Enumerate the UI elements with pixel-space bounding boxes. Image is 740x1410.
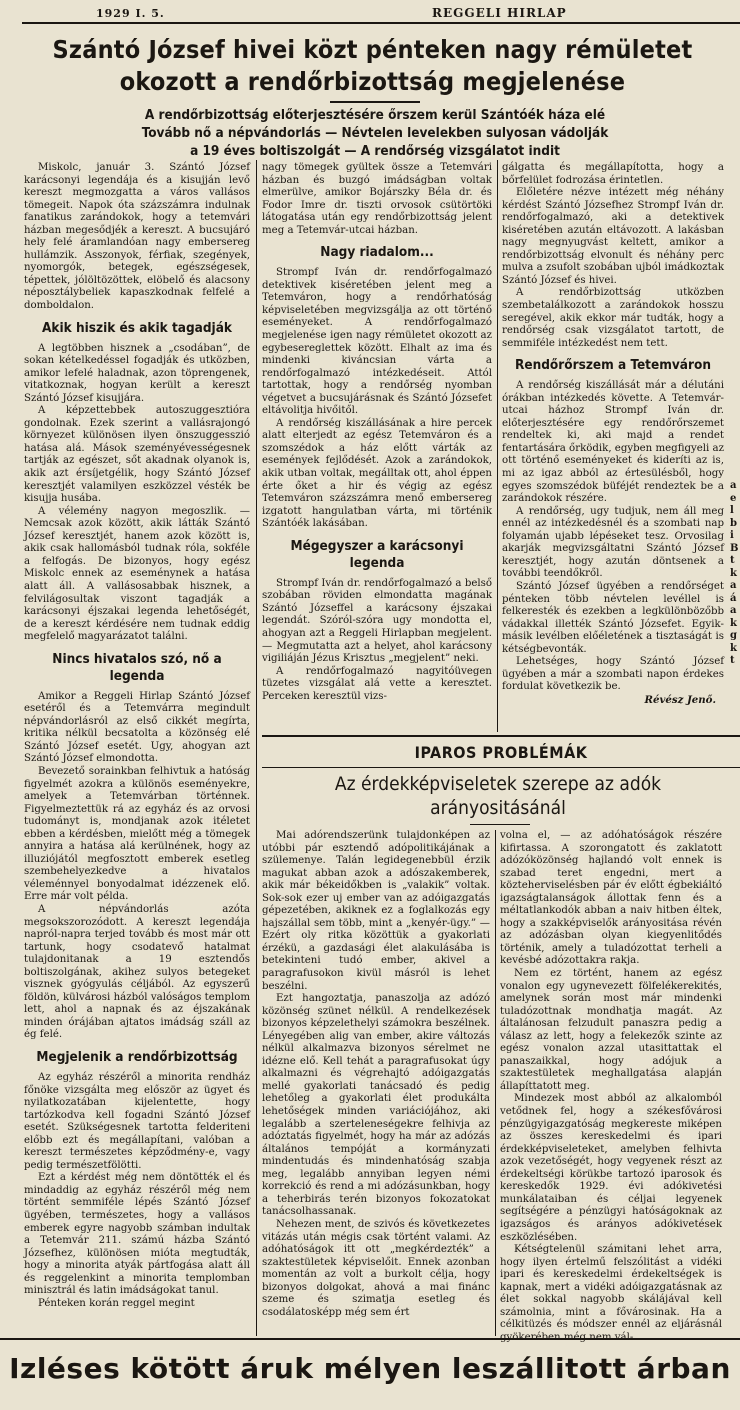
paragraph: Miskolc, január 3. Szántó József karácsonyi legendája és a kisujján levő kereszt megmozgatta a város vallásos tömegeit. Napok óta százszámra indulnak fanatikus zarándokok, hogy a tetemvári házban megesődjék a kereszt. A bucsujáró hely felé áramlandóan nagy embersereg hullámzik. Asszonyok, férfiak, szegények, nyomorgók, betegek, egészségesek, tépettek, jólöltözöttek, elöbelő és alacsony néposztálybeliek kapaszkodnak felfelé a domboldalon. — [24, 162, 250, 312]
edge-fragment: i — [730, 530, 734, 541]
paragraph: A rendőrség kiszállását már a délutáni órákban intézkedés követte. A Tetemvár-utcai házhoz Strompf Iván dr. előterjesztésére egy rendőrőrszemet rendeltek ki, aki majd a rendet fentartására őrködik, egyben megfigyeli az ott történő eseményeket és kideríti az is, mi az igaz abból az értesülésből, hogy egyes szomszédok büféjét rendeztek be a zarándokok részére. — [502, 380, 724, 505]
paragraph: gálgatta és megállapította, hogy a bőrfelület fodrozása érintetlen. — [502, 162, 724, 186]
edge-fragment: g — [730, 630, 737, 641]
column-3 — [502, 162, 724, 734]
header-rule — [22, 22, 740, 24]
edge-fragment: a — [730, 580, 737, 591]
column-5 — [500, 830, 722, 1336]
section-subheading: Mégegyszer a karácsonyi legenda — [290, 537, 464, 571]
paragraph: A rendőrség kiszállásának a hire percek alatt elterjedt az egész Tetemváron és a szomszédok a ház előtt várták az események fejlődését. Azok a zarándokok, akik utban voltak, megálltak ott, ahol éppen érte őket a hir és végig az egész Tetemváron százszámra menő embersereg izgatott hangulatban várta, mi történik Szántóék lakásában. — [262, 417, 492, 530]
edge-fragment: t — [730, 555, 735, 566]
author-signature: Révész Jenő. — [644, 693, 716, 706]
issue-date: 1929 I. 5. — [96, 7, 165, 20]
banner-rule-top — [262, 735, 740, 737]
main-headline: Szántó József hivei közt pénteken nagy rémületet okozott a rendőrbizottság megjelenése — [52, 35, 693, 96]
section-subheading: Rendőrőrszem a Tetemváron — [515, 357, 711, 374]
adjacent-page-edge — [730, 480, 740, 730]
paragraph: A vélemény nagyon megoszlik. — Nemcsak azok között, akik látták Szántó József keresztjét, hanem azok között is, akik csak hallomásból tudnak róla, sokféle a felfogás. De bizonyos, hogy egész Miskolc ennek az eseménynek a hatása alatt áll. A vallásosabbak hisznek, a felvilágosultak viszont tagadják a karácsonyi éjszakai legenda lehetőségét, de a kereszt kérdésére nem tudnak eddig megfelelő magyarázatot találni. — [24, 505, 250, 643]
subheadline-1: A rendőrbizottság előterjesztésére őrszem kerül Szántóék háza elé — [144, 107, 606, 123]
section-banner: IPAROS PROBLÉMÁK — [414, 743, 588, 762]
section-subheading: Nincs hivatalos szó, nő a legenda — [52, 650, 222, 684]
column-1 — [24, 162, 250, 1334]
paragraph: volna el, — az adóhatóságok részére kifirtassa. A szorongatott és zaklatott adózóközönség hajlandó volt ennek is szabad teret engedni, mert a közteherviselésben pár év előtt égbekiáltó igazságtalanságok állottak fenn és a méltatlankodók abban a naiv hitben éltek, hogy a szakképviselők arányositása révén az adózásban olyan kiegyenlitődés történik, amely a tuladózottat terheli a kevésbé adózottakra rakja. — [500, 830, 722, 967]
paragraph: Strompf Iván dr. rendőrfogalmazó a belső szobában röviden elmondatta magának Szántó Józseffel a karácsony éjszakai legendát. Szóról-szóra ugy mondotta el, ahogyan azt a Reggeli Hirlapban megjelent. — Megmutatta azt a helyet, ahol karácsony vigiliáján Jézus Krisztus „megjelent” neki. — [262, 577, 492, 665]
column-rule-2 — [497, 160, 498, 732]
column-4 — [262, 830, 490, 1336]
column-rule-4 — [495, 830, 496, 1336]
paragraph: A rendőrség, ugy tudjuk, nem áll meg ennél az intézkedésnél és a szombati nap folyamán ujabb lépéseket tesz. Orvosilag akarják megvizsgáltatni Szántó József keresztjét, hogy azután döntsenek a további teendőkről. — [502, 505, 724, 580]
paragraph: A népvándorlás azóta megsokszorozódott. A kereszt legendája napról-napra terjed tovább és most már ott tartunk, hogy csodatevő hatalmat tulajdonitanak a 19 esztendős boltiszolgának, akihez sulyos betegeket visznek gyógyulás céljából. Az egyszerű földön, külvárosi házból valóságos templom lett, ahol a napnak és az éjszakának minden órájában ajtatos imádság száll az ég felé. — [24, 903, 250, 1041]
paragraph: Kétségtelenül számitani lehet arra, hogy ilyen értelmű felszólitást a vidéki ipari és kereskedelmi érdekeltségek is kapnak, mert a vidéki adóigazgatásnak az élet sokkal nagyobb skálájával kell számolnia, mint a fővárosinak. Ha a célkitüzés és módszer ennél az eljárásnál — [500, 1244, 722, 1331]
section-subheading: Megjelenik a rendőrbizottság — [36, 1049, 238, 1065]
edge-fragment: k — [730, 567, 737, 579]
edge-fragment: k — [730, 617, 737, 629]
edge-fragment: á — [730, 592, 737, 604]
edge-fragment: B — [730, 542, 739, 554]
advertisement-banner: Izléses kötött áruk mélyen leszállitott árban — [9, 1352, 731, 1385]
paragraph: A képzettebbek autoszuggesztióra gondolnak. Ezek szerint a vallásrajongó környezet különösen ilyen önszuggesszió hatása alá. Mások szeményévességesnek tartják az egészet, sőt akadnak olyanok is, akik azt érsíjetgélik, hogy Szántó József keresztjét valamilyen eszközzel vésték be kisujja husába. — [24, 405, 250, 505]
paragraph: Nem ez történt, hanem az egész vonalon egy ugynevezett fölfelékerekités, amelynek során most már mindenki tuladózottnak mondhatja magát. Az általánosan felzudult panaszra pedig a válasz az lett, hogy a felekezők szinte az egész vonalon azzal utasittattak el panaszaikkal, hogy adójuk a szaktestületek meghallgatása alapján állapíttatott meg. — [500, 968, 722, 1092]
subheadline-3: a 19 éves boltiszolgát — A rendőrség vizsgálatot indit — [190, 143, 560, 159]
paragraph: Előletére nézve intézett még néhány kérdést Szántó Józsefhez Strompf Iván dr. rendőrfogalmazó, aki a detektivek kiséretében azután eltávozott. A lakásban nagy megnyugvást keltett, amikor a rendőrbizottság elvonult és néhány perc mulva a zsufolt szobában ujból imádkoztak Szántó József és hivei. — [502, 187, 724, 286]
paragraph: Mindezek most abból az alkalomból vetődnek fel, hogy a székesfővárosi pénzügyigazgatóság megkereste miképen az összes kereskedelmi és ipari érdekképviseleteket, amelyben felhivta azok vezetőségét, hogy vegyenek részt az érdekeltségi körükbe tartozó iparosok és kereskedők 1929. évi adókivetési munkálataiban és céljai legyenek segítségére a pénzügyi hatóságoknak az igazságos és arányos adókivetések eszközlésében. — [500, 1093, 722, 1243]
paragraph: Amikor a Reggeli Hirlap Szántó József esetéről és a Tetemvárra megindult népvándorlásról az első cikkét megírta, kritika nélkül becsatolta a közönség elé Szántó József esetét. Ugy, ahogyan azt Szántó József elmondotta. — [24, 690, 250, 765]
paragraph: A rendőrfogalmazó nagyitóüvegen tüzetes vizsgálat alá vette a keresztet. Perceken keresztül vizs- — [262, 665, 492, 702]
edge-fragment: t — [730, 655, 735, 666]
subheadline-2: Tovább nő a népvándorlás — Névtelen levelekben sulyosan vádolják — [141, 125, 609, 141]
paragraph: Pénteken korán reggel megint — [38, 1297, 195, 1309]
edge-fragment: a — [730, 480, 737, 491]
newspaper-name: REGGELI HIRLAP — [432, 6, 567, 20]
paragraph: Ezt a kérdést még nem döntötték el és mindaddig az egyház részéről még nem történt semmiféle lépés Szántó József ügyében, természetes, hogy a vallásos emberek egyre nagyobb számban indultak a Tetemvár 211. számú házba Szántó Józsefhez, különösen mióta megtudták, hogy a minorita atyák pártfogása alatt áll és reggelenkint a minorita templomban minisztrál és latin imádságokat tanul. — [24, 1172, 250, 1297]
paragraph: Szántó József ügyében a rendőrséget pénteken több névtelen levéllel is felkeresték és ezekben a legkülönbözőbb vádakkal illették Szántó Józsefet. Egyik-másik levélben előéletének a tisztaságát is kétségbevonták. — [502, 580, 724, 655]
column-2 — [262, 162, 492, 734]
paragraph: Az egyház részéről a minorita rendház főnöke vizsgálta meg először az ügyet és nyilatkozatában kijelentette, hogy tartózkodva kell fogadni Szántó József esetét. Szükségesnek tartotta felderiteni előbb ezt és megállapítani, valóban a kereszt természetes képződmény-e, vagy pedig természetfölötti. — [24, 1072, 250, 1171]
banner-rule-bottom — [262, 767, 740, 768]
paragraph: A rendőrbizottság utközben szembetalálkozott a zarándokok hosszu seregével, akik ekkor már tudták, hogy a rendőrség csak vizsgálatot tartott, de semmiféle intézkedést nem tett. — [502, 287, 724, 349]
headline-rule — [330, 101, 420, 103]
advert-rule — [0, 1338, 740, 1340]
edge-fragment: l — [730, 505, 734, 516]
section-subheading: Nagy riadalom... — [320, 244, 434, 261]
edge-fragment: e — [730, 492, 737, 504]
paragraph: Bevezető sorainkban felhivtuk a hatóság figyelmét azokra a különös eseményekre, amelyek a Tetemvárban történnek. Figyelmeztettük rá az egyház és az orvosi tudományt is, mondjanak azok itéletet ebben a kérdésben, mielőtt még a tömegek annyira a hatása alá kerülnének, hogy az illuziójától megfosztott emberek esetleg szembehelyezkedve a hivatalos véleménnyel bonyodalmat idézzenek elő. Erre már volt példa. — [24, 765, 250, 903]
edge-fragment: k — [730, 642, 737, 654]
paragraph: Mai adórendszerünk tulajdonképen az utóbbi pár esztendő adópolitikájának a szülemenye. Talán legidegenebbül érzik magukat abban azok a adószakemberek, akik már békeidőkben is „valakik” voltak. Sok-sok ezer uj ember van az adóigazgatás gépezetében, akiknek ez a foglalkozás egy hajszállal sem több, mint a „kenyér-ügy.” — Ezért oly ritka közöttük a gyakorlati érzékü, a gazdasági élet alakulásába is betekinteni tudó ember, akivel a paragrafusokon kivül másról is lehet beszélni. — [262, 830, 490, 992]
subheadline-block — [40, 106, 710, 160]
edge-fragment: a — [730, 605, 737, 616]
section-subheading: Akik hiszik és akik tagadják — [42, 319, 232, 336]
paragraph: Nehezen ment, de szivós és következetes vitázás után mégis csak történt valami. Az adóhatóságok itt ott „megkérdezték” a szaktestületek képviselőit. Ennek azonban momentán az volt a burkolt célja, hogy bizonyos dolgokat, ahová a mai finánc szeme és szimatja esetleg és csodálatosképp még sem ért — [262, 1218, 490, 1318]
paragraph: A legtöbben hisznek a „csodában”, de sokan kételkedéssel fogadják és utközben, amikor lefelé haladnak, azon töprengenek, vitatkoznak, hogyan került a kereszt Szántó József kisujjára. — [24, 342, 250, 404]
paragraph: nagy tömegek gyültek össze a Tetemvári házban és buzgó imádságban voltak elmerülve, amikor Bojárszky Béla dr. és Fodor Imre dr. tiszti orvosok csütörtöki látogatása után egy rendőrbizottság jelent meg a Tetemvár-utcai házban. — [262, 162, 492, 236]
column-rule-1 — [256, 160, 257, 1336]
article-title: Az érdekképviseletek szerepe az adók arányositásánál — [334, 773, 662, 819]
paragraph: Ezt hangoztatja, panaszolja az adózó közönség szünet nélkül. A rendelkezések bizonyos képzelethelyi számokra beszélnek. Lényegében alig van ember, akire változás nélkül alkalmazva bizonyos sérelmet ne idézne elő. Kell tehát a paragrafusokat úgy alkalmazni és végrehajtó adóigazgatás mellé gyakorlati tanácsadó és pedig lehetőleg a gyakorlati élet produkálta lehetőségek minden variációjához, aki legalább a szerteleneségekre felhivja az adóztatás figyelmét, hogy ha már az adózás általános tempóját a kormányzati mindentudás és mindenhatóság szabja meg, legalább annyiban legyen némi korrekció és rend a mi adózásunkban, hogy a teherbirás terén bizonyos fokozatokat tanácsolhassanak. — [262, 993, 490, 1218]
paragraph: Strompf Iván dr. rendőrfogalmazó detektivek kiséretében jelent meg a Tetemváron, hogy a rendőrhatóság képviseletében megvizsgálja az ott történő eseményeket. A rendőrfogalmazó megjelenése igen nagy rémületet okozott az egybesereglettek között. Elhalt az ima és mindenki kiváncsian várta a rendőrfogalmazó intézkedéseit. Attól tartottak, hogy a rendőrség nyomban végetvet a bucsujárásnak és Szántó Józsefet eltávolitja hivőitől. — [262, 267, 492, 417]
article-title-rule — [470, 824, 530, 825]
paragraph: Lehetséges, hogy Szántó József ügyében a már a szombati napon érdekes fordulat következik be. — [502, 656, 724, 693]
edge-fragment: b — [730, 517, 737, 529]
